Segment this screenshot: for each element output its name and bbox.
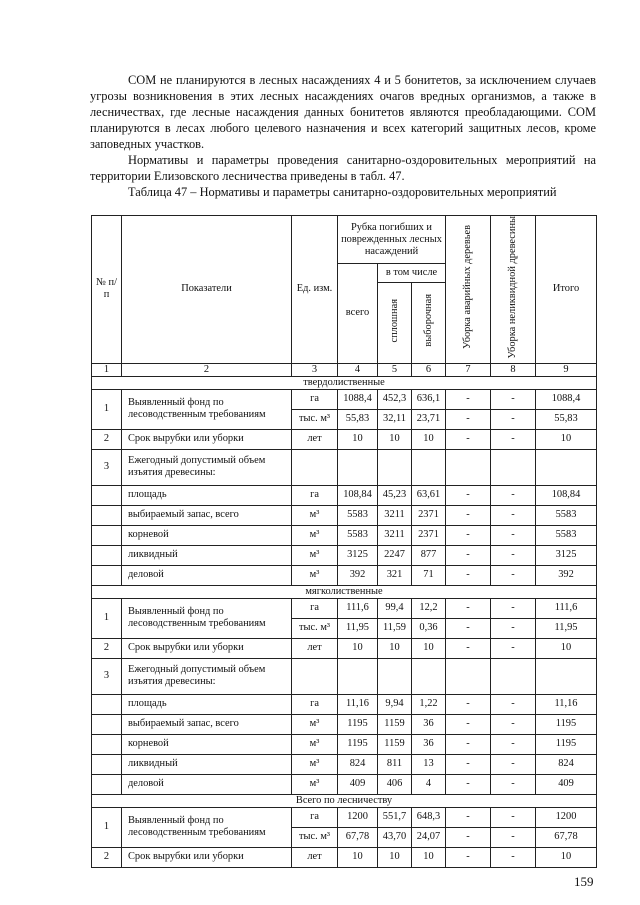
value-cell: 11,59	[378, 618, 412, 638]
value-cell: -	[446, 694, 491, 714]
value-cell: -	[446, 754, 491, 774]
value-cell: -	[491, 505, 536, 525]
value-cell: -	[491, 429, 536, 449]
value-cell: 1088,4	[536, 389, 597, 409]
value-cell: 10	[378, 429, 412, 449]
value-cell: 10	[338, 847, 378, 867]
value-cell: 11,95	[536, 618, 597, 638]
value-cell: 2371	[412, 505, 446, 525]
value-cell: 551,7	[378, 807, 412, 827]
row-label-item: деловой	[122, 774, 292, 794]
empty-cell	[412, 658, 446, 694]
value-cell: -	[446, 638, 491, 658]
page-number: 159	[574, 874, 594, 889]
value-cell: 11,16	[536, 694, 597, 714]
value-cell: 63,61	[412, 485, 446, 505]
value-cell: 10	[378, 638, 412, 658]
value-cell: 1088,4	[338, 389, 378, 409]
value-cell: 45,23	[378, 485, 412, 505]
value-cell: 111,6	[338, 598, 378, 618]
value-cell: -	[491, 525, 536, 545]
value-cell: 10	[412, 429, 446, 449]
value-cell: 3125	[536, 545, 597, 565]
value-cell: -	[491, 847, 536, 867]
value-cell: 13	[412, 754, 446, 774]
unit-cell: лет	[292, 847, 338, 867]
empty-cell	[338, 658, 378, 694]
value-cell: -	[491, 618, 536, 638]
value-cell: 3125	[338, 545, 378, 565]
empty-cell	[292, 449, 338, 485]
value-cell: 10	[338, 429, 378, 449]
value-cell: 392	[338, 565, 378, 585]
column-number: 9	[536, 363, 597, 376]
row-label-term: Срок вырубки или уборки	[122, 847, 292, 867]
paragraph-norms-intro: Нормативы и параметры проведения санитарно-оздоровительных мероприятий на территории Елизовского лесничества приведены в табл. 47.	[90, 153, 596, 183]
row-label-annual: Ежегодный допустимый объем изъятия древесины:	[122, 449, 292, 485]
value-cell: 32,11	[378, 409, 412, 429]
value-cell: 67,78	[536, 827, 597, 847]
value-cell: 43,70	[378, 827, 412, 847]
value-cell: -	[446, 618, 491, 638]
unit-cell: лет	[292, 638, 338, 658]
value-cell: 4	[412, 774, 446, 794]
empty-cell	[491, 658, 536, 694]
value-cell: 1200	[536, 807, 597, 827]
value-cell: 1159	[378, 734, 412, 754]
value-cell: 10	[536, 847, 597, 867]
empty-cell	[378, 449, 412, 485]
value-cell: -	[446, 565, 491, 585]
value-cell: -	[446, 389, 491, 409]
value-cell: 1195	[536, 714, 597, 734]
value-cell: 10	[412, 638, 446, 658]
row-number: 2	[92, 847, 122, 867]
value-cell: -	[491, 827, 536, 847]
value-cell: 636,1	[412, 389, 446, 409]
row-label-item: корневой	[122, 525, 292, 545]
value-cell: -	[446, 734, 491, 754]
value-cell: 24,07	[412, 827, 446, 847]
row-label-item: выбираемый запас, всего	[122, 505, 292, 525]
value-cell: 10	[536, 429, 597, 449]
row-number: 1	[92, 389, 122, 429]
empty-cell	[92, 505, 122, 525]
header-selective-felling: выборочная	[412, 282, 446, 363]
unit-cell: тыс. м³	[292, 827, 338, 847]
value-cell: -	[446, 409, 491, 429]
header-illiquid-wood: Уборка неликвидной древесины	[491, 216, 536, 364]
value-cell: 409	[536, 774, 597, 794]
row-label-item: ликвидный	[122, 545, 292, 565]
empty-cell	[536, 658, 597, 694]
row-label-term: Срок вырубки или уборки	[122, 638, 292, 658]
value-cell: -	[491, 598, 536, 618]
value-cell: -	[491, 485, 536, 505]
value-cell: 11,95	[338, 618, 378, 638]
empty-cell	[378, 658, 412, 694]
value-cell: 0,36	[412, 618, 446, 638]
row-label-term: Срок вырубки или уборки	[122, 429, 292, 449]
header-total: всего	[338, 264, 378, 364]
empty-cell	[92, 525, 122, 545]
value-cell: -	[446, 714, 491, 734]
value-cell: -	[446, 485, 491, 505]
value-cell: 111,6	[536, 598, 597, 618]
value-cell: -	[491, 638, 536, 658]
column-number: 3	[292, 363, 338, 376]
empty-cell	[536, 449, 597, 485]
value-cell: -	[491, 774, 536, 794]
empty-cell	[92, 754, 122, 774]
value-cell: 10	[338, 638, 378, 658]
row-number: 1	[92, 598, 122, 638]
row-label-fund: Выявленный фонд по лесоводственным требованиям	[122, 389, 292, 429]
value-cell: -	[491, 807, 536, 827]
unit-cell: м³	[292, 754, 338, 774]
row-number: 2	[92, 429, 122, 449]
value-cell: -	[491, 389, 536, 409]
empty-cell	[92, 694, 122, 714]
sanitary-measures-table	[91, 215, 597, 868]
row-label-item: площадь	[122, 694, 292, 714]
value-cell: -	[446, 598, 491, 618]
unit-cell: га	[292, 598, 338, 618]
value-cell: 99,4	[378, 598, 412, 618]
row-label-fund: Выявленный фонд по лесоводственным требованиям	[122, 807, 292, 847]
value-cell: 392	[536, 565, 597, 585]
value-cell: 5583	[338, 505, 378, 525]
value-cell: 409	[338, 774, 378, 794]
value-cell: -	[446, 545, 491, 565]
value-cell: 2247	[378, 545, 412, 565]
empty-cell	[92, 485, 122, 505]
value-cell: 11,16	[338, 694, 378, 714]
row-label-item: площадь	[122, 485, 292, 505]
value-cell: 1195	[536, 734, 597, 754]
value-cell: 10	[412, 847, 446, 867]
value-cell: 2371	[412, 525, 446, 545]
value-cell: 67,78	[338, 827, 378, 847]
unit-cell: га	[292, 389, 338, 409]
value-cell: -	[491, 409, 536, 429]
value-cell: 55,83	[536, 409, 597, 429]
value-cell: 811	[378, 754, 412, 774]
row-number: 3	[92, 658, 122, 694]
unit-cell: га	[292, 694, 338, 714]
value-cell: 1195	[338, 734, 378, 754]
value-cell: -	[491, 714, 536, 734]
unit-cell: тыс. м³	[292, 409, 338, 429]
value-cell: 452,3	[378, 389, 412, 409]
header-num: № п/п	[92, 216, 122, 364]
empty-cell	[446, 658, 491, 694]
row-label-item: корневой	[122, 734, 292, 754]
section-title: твердолиственные	[92, 376, 597, 389]
column-number: 5	[378, 363, 412, 376]
unit-cell: м³	[292, 774, 338, 794]
value-cell: 55,83	[338, 409, 378, 429]
value-cell: 3211	[378, 505, 412, 525]
header-indicators: Показатели	[122, 216, 292, 364]
empty-cell	[92, 734, 122, 754]
column-number: 1	[92, 363, 122, 376]
header-clear-felling: сплошная	[378, 282, 412, 363]
row-label-fund: Выявленный фонд по лесоводственным требованиям	[122, 598, 292, 638]
row-number: 1	[92, 807, 122, 847]
value-cell: 36	[412, 734, 446, 754]
value-cell: 1200	[338, 807, 378, 827]
value-cell: 321	[378, 565, 412, 585]
value-cell: -	[491, 545, 536, 565]
empty-cell	[92, 565, 122, 585]
unit-cell: м³	[292, 545, 338, 565]
row-number: 2	[92, 638, 122, 658]
empty-cell	[412, 449, 446, 485]
value-cell: 10	[536, 638, 597, 658]
value-cell: 36	[412, 714, 446, 734]
row-label-item: выбираемый запас, всего	[122, 714, 292, 734]
value-cell: -	[446, 807, 491, 827]
empty-cell	[92, 545, 122, 565]
header-felling-group: Рубка погибших и поврежденных лесных насаждений	[338, 216, 446, 264]
empty-cell	[446, 449, 491, 485]
unit-cell: га	[292, 807, 338, 827]
value-cell: -	[491, 565, 536, 585]
value-cell: 824	[338, 754, 378, 774]
value-cell: 824	[536, 754, 597, 774]
header-unit: Ед. изм.	[292, 216, 338, 364]
header-itogo: Итого	[536, 216, 597, 364]
row-number: 3	[92, 449, 122, 485]
table-caption: Таблица 47 – Нормативы и параметры санитарно-оздоровительных мероприятий	[128, 185, 557, 199]
value-cell: -	[491, 754, 536, 774]
column-number: 2	[122, 363, 292, 376]
value-cell: -	[446, 774, 491, 794]
value-cell: 1159	[378, 714, 412, 734]
column-number: 6	[412, 363, 446, 376]
header-in-that-number: в том числе	[378, 264, 446, 283]
unit-cell: м³	[292, 505, 338, 525]
empty-cell	[491, 449, 536, 485]
section-title: мягколиственные	[92, 585, 597, 598]
value-cell: 9,94	[378, 694, 412, 714]
value-cell: 23,71	[412, 409, 446, 429]
value-cell: 108,84	[338, 485, 378, 505]
value-cell: -	[446, 827, 491, 847]
unit-cell: м³	[292, 525, 338, 545]
value-cell: -	[491, 694, 536, 714]
unit-cell: м³	[292, 734, 338, 754]
value-cell: -	[491, 734, 536, 754]
value-cell: 5583	[536, 525, 597, 545]
value-cell: -	[446, 429, 491, 449]
value-cell: 1,22	[412, 694, 446, 714]
empty-cell	[292, 658, 338, 694]
empty-cell	[338, 449, 378, 485]
value-cell: 406	[378, 774, 412, 794]
unit-cell: м³	[292, 565, 338, 585]
value-cell: 108,84	[536, 485, 597, 505]
unit-cell: м³	[292, 714, 338, 734]
row-label-annual: Ежегодный допустимый объем изъятия древесины:	[122, 658, 292, 694]
value-cell: 5583	[338, 525, 378, 545]
unit-cell: лет	[292, 429, 338, 449]
value-cell: 12,2	[412, 598, 446, 618]
section-title: Всего по лесничеству	[92, 794, 597, 807]
row-label-item: ликвидный	[122, 754, 292, 774]
value-cell: -	[446, 847, 491, 867]
row-label-item: деловой	[122, 565, 292, 585]
empty-cell	[92, 774, 122, 794]
value-cell: 877	[412, 545, 446, 565]
value-cell: 5583	[536, 505, 597, 525]
value-cell: -	[446, 505, 491, 525]
empty-cell	[92, 714, 122, 734]
column-number: 8	[491, 363, 536, 376]
value-cell: 71	[412, 565, 446, 585]
value-cell: -	[446, 525, 491, 545]
column-number: 4	[338, 363, 378, 376]
value-cell: 10	[378, 847, 412, 867]
paragraph-som-conditions: СОМ не планируются в лесных насаждениях 4 и 5 бонитетов, за исключением случаев угрозы возникновения в этих лесных насаждениях очагов вредных организмов, а также в лесничествах, где лесные насаждения данных бонитетов являются преобладающими. СОМ планируются в лесах любого целевого назначения и всех категорий защитных лесов, кроме заповедных участков.	[90, 73, 596, 151]
value-cell: 1195	[338, 714, 378, 734]
value-cell: 648,3	[412, 807, 446, 827]
unit-cell: тыс. м³	[292, 618, 338, 638]
value-cell: 3211	[378, 525, 412, 545]
unit-cell: га	[292, 485, 338, 505]
header-emergency-trees: Уборка аварийных деревьев	[446, 216, 491, 364]
column-number: 7	[446, 363, 491, 376]
